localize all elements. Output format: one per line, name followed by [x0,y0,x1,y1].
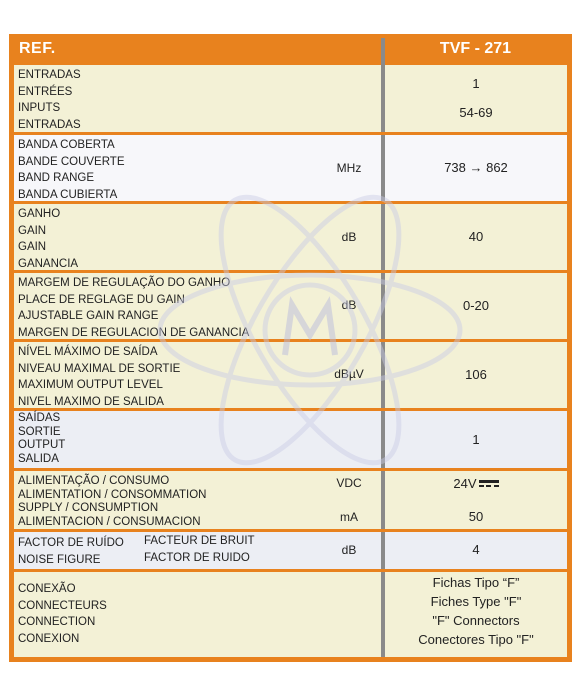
unit-gain-range: dB [341,298,357,312]
value-noise: 4 [472,542,480,557]
label-pt: CONEXÃO [18,583,76,595]
row-labels [18,137,125,203]
label-fr: PLACE DE REGLAGE DU GAIN [18,293,185,306]
label-pt: NÍVEL MÁXIMO DE SAÍDA [18,346,158,358]
value-band: 738 → 862 [444,160,508,175]
row-labels-right [144,533,255,566]
label-en: SUPPLY / CONSUMPTION [18,502,159,514]
label-fr: GAIN [18,224,47,237]
row-inputs [14,65,567,135]
unit-supply-voltage: VDC [336,476,362,490]
unit-noise: dB [341,543,357,557]
row-connectors [14,572,567,657]
label-pt: ALIMENTAÇÃO / CONSUMO [18,475,170,487]
label-pt: BANDA COBERTA [18,139,115,151]
row-labels [18,206,78,272]
label-en: GAIN [18,241,47,253]
value-supply-current: 50 [468,509,484,524]
value-connector-es: Conectores Tipo "F" [418,632,534,647]
row-supply [14,471,567,532]
label-fr: SORTIE [18,425,61,438]
row-gain [14,204,567,273]
label-pt: SAÍDAS [18,412,61,424]
label-pt: GANHO [18,208,61,220]
label-en: AJUSTABLE GAIN RANGE [18,310,159,322]
label-fr: ENTRÉES [18,85,73,98]
label-fr: FACTEUR DE BRUIT [144,535,255,547]
row-labels [18,344,180,410]
unit-band: MHz [336,161,362,175]
row-gain-range [14,273,567,342]
label-en: BAND RANGE [18,172,95,184]
value-connector-pt: Fichas Tipo “F” [432,575,520,590]
label-es: MARGEN DE REGULACION DE GANANCIA [18,326,250,339]
table-header [14,34,567,65]
row-band-range [14,135,567,204]
label-es: SALIDA [18,452,59,465]
label-en: CONNECTION [18,616,96,628]
row-labels [18,275,249,341]
label-pt: ENTRADAS [18,69,81,81]
label-es: NIVEL MAXIMO DE SALIDA [18,395,164,408]
label-fr: BANDE COUVERTE [18,155,125,168]
row-labels [18,67,81,133]
value-outputs: 1 [472,432,480,447]
label-fr: NIVEAU MAXIMAL DE SORTIE [18,362,181,375]
label-en: NOISE FIGURE [18,553,101,566]
label-pt: FACTOR DE RUÍDO [18,537,124,549]
row-noise-figure [14,532,567,572]
header-ref: REF. [19,40,56,57]
value-max-output: 106 [465,367,487,382]
label-pt: MARGEM DE REGULAÇÃO DO GANHO [18,277,231,289]
label-fr: ALIMENTATION / CONSOMMATION [18,488,207,501]
unit-supply-current: mA [340,510,358,524]
spec-table [9,34,572,662]
row-labels [18,475,206,529]
row-labels [18,581,107,647]
row-labels-left [18,535,124,568]
value-inputs-count: 1 [472,76,480,91]
label-es: BANDA CUBIERTA [18,188,118,201]
dc-symbol-icon [479,479,499,488]
row-labels [18,412,65,466]
row-outputs [14,411,567,471]
row-max-output [14,342,567,411]
spec-table-inner [14,34,567,657]
label-es: CONEXION [18,632,80,645]
label-es: ALIMENTACION / CONSUMACION [18,515,201,528]
value-supply-voltage [385,476,567,491]
label-es: FACTOR DE RUIDO [144,551,250,564]
value-inputs-channels: 54-69 [459,105,493,120]
value-connector-fr: Fiches Type "F" [430,594,522,609]
unit-gain: dB [341,230,357,244]
label-en: MAXIMUM OUTPUT LEVEL [18,379,163,391]
value-connector-en: "F" Connectors [432,613,520,628]
label-es: GANANCIA [18,257,79,270]
label-en: OUTPUT [18,439,66,451]
value-gain-range: 0-20 [462,298,490,313]
voltage-text: 24V [453,476,477,491]
label-fr: CONNECTEURS [18,599,107,612]
label-en: INPUTS [18,102,61,114]
header-model: TVF - 271 [439,40,512,57]
value-gain: 40 [468,229,484,244]
unit-max-output: dBµV [334,367,364,381]
label-es: ENTRADAS [18,118,81,131]
